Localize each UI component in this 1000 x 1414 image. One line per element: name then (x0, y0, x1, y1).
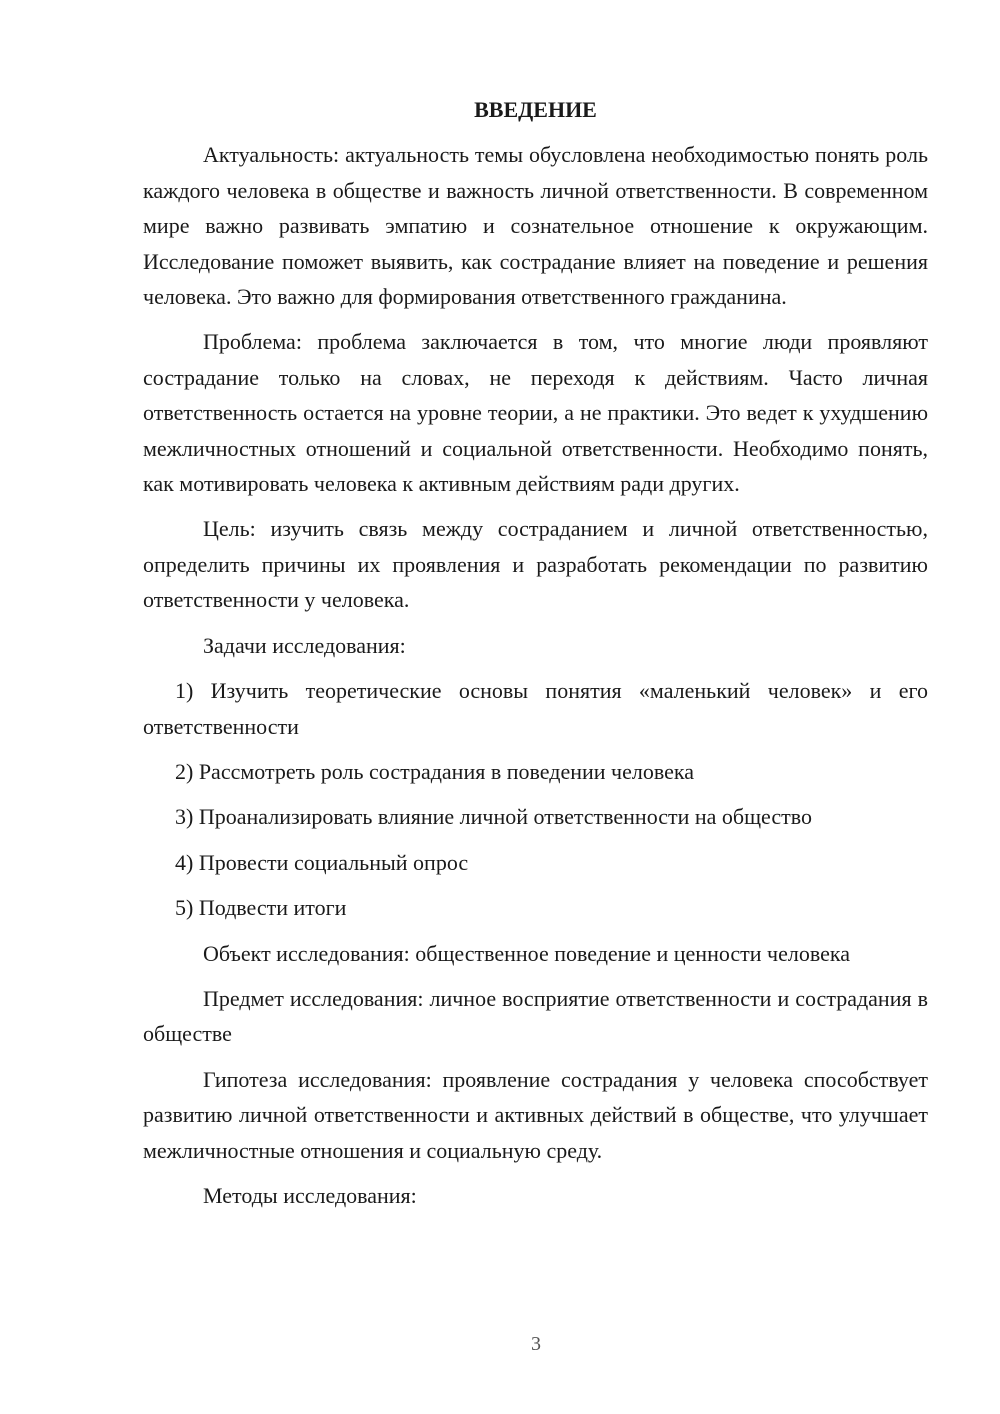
relevance-paragraph: Актуальность: актуальность темы обусловлена необходимостью понять роль каждого человека в обществе и важность личной ответственности. В современном мире важно развивать эмпатию и сознательное отношение к окружающим. Исследование поможет выявить, как сострадание влияет на поведение и решения человека. Это важно для формирования ответственного гражданина. (143, 142, 928, 310)
page-title: ВВЕДЕНИЕ (474, 97, 597, 122)
tasks-heading: Задачи исследования: (203, 632, 406, 658)
object-paragraph: Объект исследования: общественное поведение и ценности человека (203, 940, 850, 966)
methods-heading: Методы исследования: (203, 1182, 417, 1208)
task-item: 4) Провести социальный опрос (175, 849, 469, 875)
task-item: 3) Проанализировать влияние личной ответственности на общество (175, 804, 812, 830)
page-number: 3 (531, 1333, 541, 1355)
hypothesis-paragraph: Гипотеза исследования: проявление сострадания у человека способствует развитию личной ответственности и активных действий в обществе, что улучшает межличностные отношения и социальную среду. (143, 1066, 928, 1163)
problem-paragraph: Проблема: проблема заключается в том, что многие люди проявляют сострадание только на словах, не переходя к действиям. Часто личная ответственность остается на уровне теории, а не практики. Это ведет к ухудшению межличностных отношений и социальной ответственности. Необходимо понять, как мотивировать человека к активным действиям ради других. (143, 329, 928, 497)
task-item: 5) Подвести итоги (175, 895, 347, 921)
subject-paragraph: Предмет исследования: личное восприятие ответственности и сострадания в обществе (143, 985, 928, 1047)
task-item: 2) Рассмотреть роль сострадания в поведении человека (175, 758, 694, 784)
goal-paragraph: Цель: изучить связь между состраданием и личной ответственностью, определить причины их проявления и разработать рекомендации по развитию ответственности у человека. (143, 516, 928, 613)
page-body (143, 92, 928, 1223)
task-item: 1) Изучить теоретические основы понятия «маленький человек» и его ответственности (143, 678, 928, 739)
